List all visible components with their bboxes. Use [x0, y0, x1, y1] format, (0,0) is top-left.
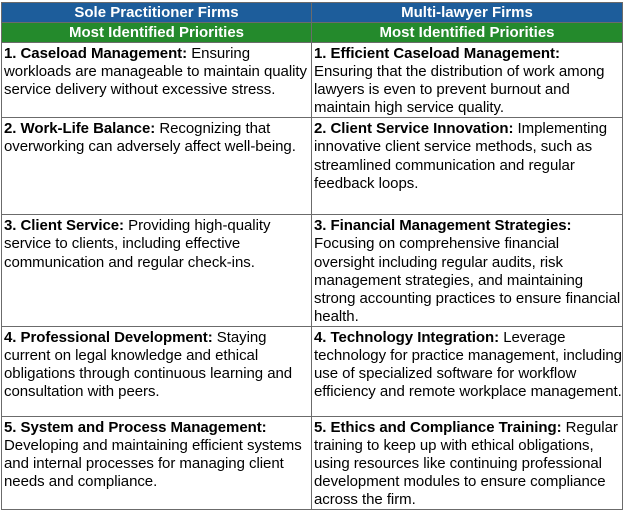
sole-priority-cell: [2, 43, 312, 118]
table-row: [2, 215, 623, 327]
priority-description: Ensuring that the distribution of work among lawyers is even to prevent burnout and maintain high service quality.: [314, 63, 605, 117]
priority-title: 5. System and Process Management:: [4, 418, 267, 436]
table-row: [2, 118, 623, 215]
priority-description: Implementing innovative client service methods, such as streamlined communication and regular feedback loops.: [314, 120, 607, 192]
priority-title: 5. Ethics and Compliance Training:: [314, 418, 562, 436]
priority-description: Recognizing that overworking can adversely affect well-being.: [4, 120, 296, 156]
table-row: [2, 43, 623, 118]
priority-title: 1. Caseload Management:: [4, 45, 188, 62]
multi-priority-cell: [312, 416, 623, 509]
priorities-subheader-row: [2, 23, 623, 43]
multi-lawyer-header: Multi-lawyer Firms: [312, 3, 623, 23]
priority-title: 2. Work-Life Balance:: [4, 120, 156, 138]
sole-priority-cell: [2, 416, 312, 509]
priority-description: Providing high-quality service to clients, including effective communication and regular check-ins.: [4, 217, 271, 271]
priority-title: 4. Professional Development:: [4, 328, 213, 346]
multi-priority-cell: [312, 118, 623, 215]
firm-type-header-row: [2, 3, 623, 23]
priority-description: Ensuring workloads are manageable to maintain quality service delivery without excessive stress.: [4, 45, 307, 99]
priorities-table: [1, 2, 623, 510]
priority-description: Leverage technology for practice management, including use of specialized software for workflow efficiency and remote workplace management.: [314, 328, 622, 401]
priority-title: 3. Financial Management Strategies:: [314, 217, 572, 235]
priority-description: Staying current on legal knowledge and ethical obligations through continuous learning and consultation with peers.: [4, 328, 293, 401]
priority-description: Developing and maintaining efficient systems and internal processes for managing client needs and compliance.: [4, 437, 302, 491]
priority-title: 1. Efficient Caseload Management:: [314, 45, 560, 62]
priority-title: 4. Technology Integration:: [314, 328, 500, 346]
priority-description: Focusing on comprehensive financial oversight including regular audits, risk management strategies, and maintaining strong accounting practices to ensure financial health.: [314, 235, 621, 325]
multi-priority-cell: [312, 326, 623, 416]
table-row: [2, 326, 623, 416]
priority-title: 3. Client Service:: [4, 217, 124, 235]
priority-description: Regular training to keep up with ethical obligations, using resources like continuing professional development modules to ensure compliance across the firm.: [314, 418, 618, 509]
multi-priority-cell: [312, 43, 623, 118]
sole-practitioner-header: Sole Practitioner Firms: [2, 3, 312, 23]
multi-priorities-subheader: Most Identified Priorities: [312, 23, 623, 43]
sole-priority-cell: [2, 118, 312, 215]
table-row: [2, 416, 623, 509]
multi-priority-cell: [312, 215, 623, 327]
priority-title: 2. Client Service Innovation:: [314, 120, 514, 138]
sole-priorities-subheader: Most Identified Priorities: [2, 23, 312, 43]
sole-priority-cell: [2, 326, 312, 416]
sole-priority-cell: [2, 215, 312, 327]
